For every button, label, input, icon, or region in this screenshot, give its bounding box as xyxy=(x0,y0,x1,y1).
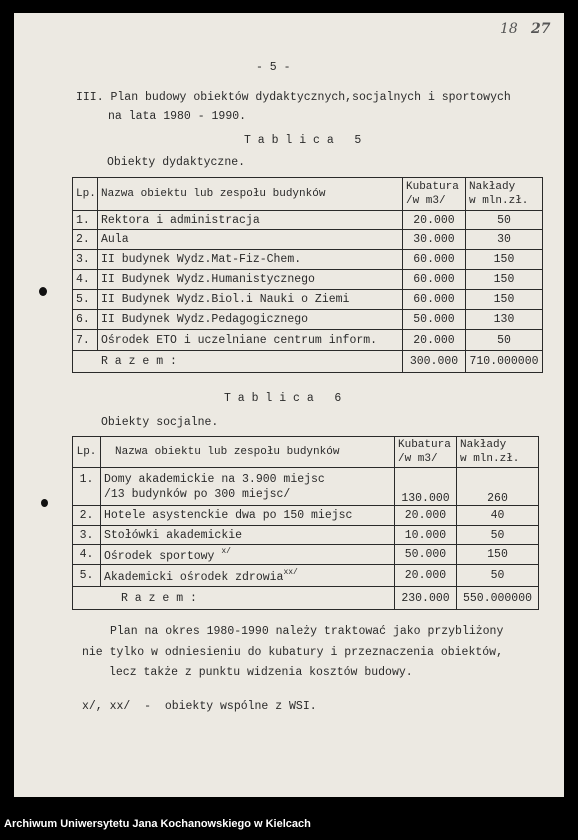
row-volume: 20.000 xyxy=(395,565,457,587)
footnote-marker: xx/ xyxy=(283,567,298,577)
table5-header-lp: Lp. xyxy=(73,178,98,211)
row-cost: 150 xyxy=(466,270,543,290)
paragraph-line-2: nie tylko w odniesieniu do kubatury i przeznaczenia obiektów, xyxy=(82,646,503,659)
row-name: Stołówki akademickie xyxy=(101,526,395,545)
row-volume: 60.000 xyxy=(403,250,466,270)
row-name xyxy=(101,565,395,587)
row-lp: 2. xyxy=(73,230,98,250)
header-cost-line1: Nakłady xyxy=(469,181,516,193)
row-cost: 260 xyxy=(457,468,539,506)
header-volume-line1: Kubatura xyxy=(406,181,459,193)
archive-footer xyxy=(0,812,578,840)
table-row xyxy=(73,310,543,330)
table6 xyxy=(72,436,539,610)
table6-total-row xyxy=(73,587,539,610)
total-volume: 300.000 xyxy=(403,351,466,373)
total-label: R a z e m : xyxy=(73,587,395,610)
row-lp: 3. xyxy=(73,526,101,545)
row-volume: 20.000 xyxy=(403,211,466,230)
total-label: R a z e m : xyxy=(73,351,403,373)
row-lp: 4. xyxy=(73,270,98,290)
table5-header-cost xyxy=(466,178,543,211)
table6-subtitle: Obiekty socjalne. xyxy=(101,416,219,429)
row-cost: 130 xyxy=(466,310,543,330)
heading-line-1: III. Plan budowy obiektów dydaktycznych,socjalnych i sportowych xyxy=(76,91,511,104)
header-cost-line1: Nakłady xyxy=(460,439,507,451)
paragraph-line-1: Plan na okres 1980-1990 należy traktować jako przybliżony xyxy=(110,625,504,638)
table-row xyxy=(73,230,543,250)
table5 xyxy=(72,177,543,373)
row-lp: 6. xyxy=(73,310,98,330)
table-row xyxy=(73,565,539,587)
row-name-text: Akademicki ośrodek zdrowia xyxy=(104,570,284,584)
row-lp: 5. xyxy=(73,565,101,587)
paragraph-line-3: lecz także z punktu widzenia kosztów budowy. xyxy=(109,666,413,679)
total-cost: 550.000000 xyxy=(457,587,539,610)
total-volume: 230.000 xyxy=(395,587,457,610)
row-cost: 150 xyxy=(457,545,539,565)
heading-line-2: na lata 1980 - 1990. xyxy=(108,110,247,123)
table5-header-name: Nazwa obiektu lub zespołu budynków xyxy=(98,178,403,211)
row-cost: 50 xyxy=(466,211,543,230)
table-row xyxy=(73,526,539,545)
row-name-line1: Domy akademickie na 3.900 miejsc xyxy=(104,472,325,486)
page-number: - 5 - xyxy=(256,61,291,74)
row-lp: 7. xyxy=(73,330,98,351)
table-row xyxy=(73,506,539,526)
row-lp: 2. xyxy=(73,506,101,526)
row-name: Aula xyxy=(98,230,403,250)
row-lp: 3. xyxy=(73,250,98,270)
row-lp: 1. xyxy=(73,211,98,230)
table5-title: T a b l i c a 5 xyxy=(244,134,362,147)
row-name-text: Ośrodek sportowy xyxy=(104,549,215,563)
table5-total-row xyxy=(73,351,543,373)
row-cost: 50 xyxy=(457,565,539,587)
table5-header-volume xyxy=(403,178,466,211)
table-row xyxy=(73,330,543,351)
document-page xyxy=(14,13,564,797)
table-row xyxy=(73,468,539,506)
table-row xyxy=(73,211,543,230)
header-cost-line2: w mln.zł. xyxy=(460,453,520,465)
row-cost: 150 xyxy=(466,250,543,270)
table5-subtitle: Obiekty dydaktyczne. xyxy=(107,156,246,169)
row-cost: 40 xyxy=(457,506,539,526)
table6-header-lp: Lp. xyxy=(73,437,101,468)
table-row xyxy=(73,545,539,565)
row-volume: 20.000 xyxy=(395,506,457,526)
row-name xyxy=(101,545,395,565)
table6-header-cost xyxy=(457,437,539,468)
row-cost: 50 xyxy=(457,526,539,545)
table6-header-volume xyxy=(395,437,457,468)
table6-header-name: Nazwa obiektu lub zespołu budynków xyxy=(101,437,395,468)
row-name: II budynek Wydz.Mat-Fiz-Chem. xyxy=(98,250,403,270)
header-cost-line2: w mln.zł. xyxy=(469,195,529,207)
header-volume-line1: Kubatura xyxy=(398,439,451,451)
table-row xyxy=(73,270,543,290)
header-volume-line2: /w m3/ xyxy=(398,453,438,465)
row-lp: 1. xyxy=(73,468,101,506)
row-volume: 10.000 xyxy=(395,526,457,545)
footnote: x/, xx/ - obiekty wspólne z WSI. xyxy=(82,700,317,713)
row-name: Rektora i administracja xyxy=(98,211,403,230)
row-name: Hotele asystenckie dwa po 150 miejsc xyxy=(101,506,395,526)
row-volume: 60.000 xyxy=(403,290,466,310)
table6-header-row xyxy=(73,437,539,468)
archive-footer-text: Archiwum Uniwersytetu Jana Kochanowskiego w Kielcach xyxy=(4,818,311,830)
total-cost: 710.000000 xyxy=(466,351,543,373)
handwritten-mark: 27 xyxy=(531,21,551,37)
row-volume: 130.000 xyxy=(395,468,457,506)
handwritten-page-number: 18 xyxy=(500,21,518,37)
row-name-line2: /13 budynków po 300 miejsc/ xyxy=(104,487,291,501)
table-row xyxy=(73,290,543,310)
footnote-marker: x/ xyxy=(221,546,231,556)
row-name: II Budynek Wydz.Biol.i Nauki o Ziemi xyxy=(98,290,403,310)
row-cost: 50 xyxy=(466,330,543,351)
row-cost: 30 xyxy=(466,230,543,250)
row-volume: 60.000 xyxy=(403,270,466,290)
table-row xyxy=(73,250,543,270)
row-volume: 30.000 xyxy=(403,230,466,250)
row-name: II Budynek Wydz.Pedagogicznego xyxy=(98,310,403,330)
row-name: II Budynek Wydz.Humanistycznego xyxy=(98,270,403,290)
header-volume-line2: /w m3/ xyxy=(406,195,446,207)
table5-header-row xyxy=(73,178,543,211)
punch-hole xyxy=(41,499,48,507)
table6-title: T a b l i c a 6 xyxy=(224,392,342,405)
row-cost: 150 xyxy=(466,290,543,310)
row-name xyxy=(101,468,395,506)
punch-hole xyxy=(39,287,47,296)
row-volume: 20.000 xyxy=(403,330,466,351)
row-name: Ośrodek ETO i uczelniane centrum inform. xyxy=(98,330,403,351)
row-volume: 50.000 xyxy=(395,545,457,565)
row-volume: 50.000 xyxy=(403,310,466,330)
row-lp: 4. xyxy=(73,545,101,565)
row-lp: 5. xyxy=(73,290,98,310)
